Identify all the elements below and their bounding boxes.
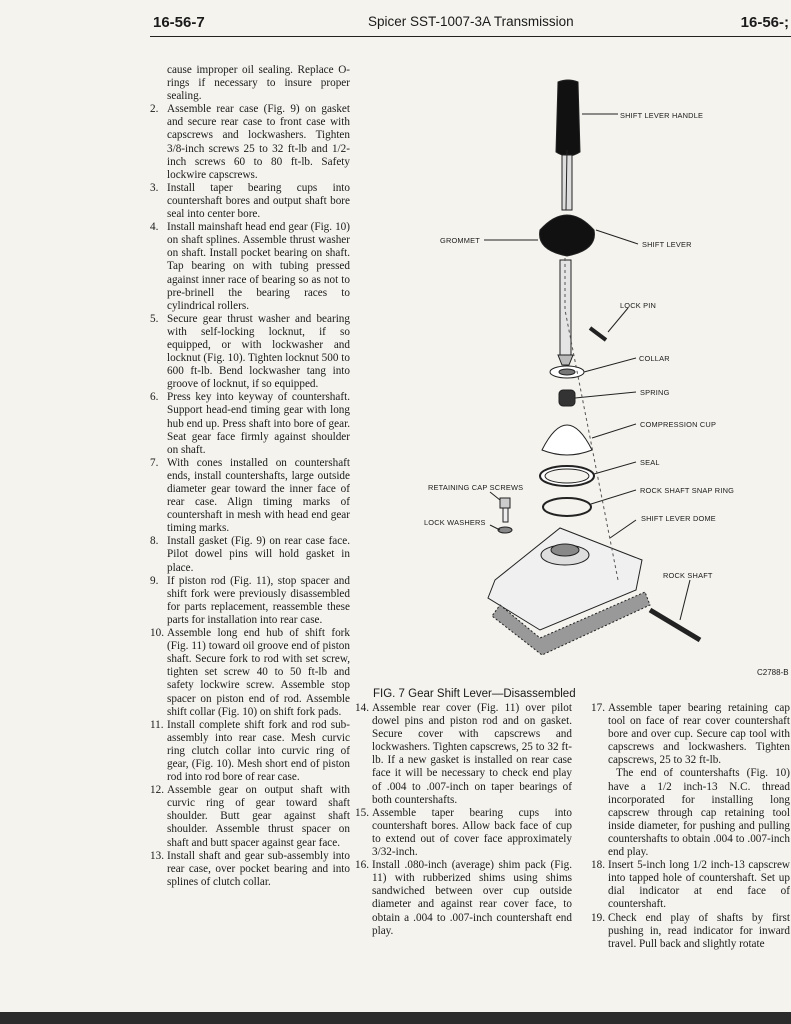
label-retaining-cap-screws: RETAINING CAP SCREWS	[428, 483, 524, 492]
step-number: 3.	[150, 181, 159, 194]
label-shift-lever-dome: SHIFT LEVER DOME	[641, 514, 716, 523]
step-item	[591, 912, 790, 951]
step-number: 18.	[591, 859, 605, 872]
step-text: Assemble rear case (Fig. 9) on gasket and secure rear case to front case with capscrews and lockwashers. Tighten 3/8-inch screws 25 to 32 ft-lb and 1/2-inch screws 60 to 80 ft-lb. Safety lockwire capscrews.	[167, 103, 350, 181]
lock-pin-part	[590, 328, 606, 340]
step-item	[150, 535, 350, 574]
step-item	[150, 221, 350, 313]
step-number: 5.	[150, 312, 159, 325]
step-text: Press key into keyway of countershaft. Support head-end timing gear with long hub end up. Press shaft into bore of gear. Seat gear face firmly against shoulder on shaft.	[167, 391, 350, 456]
step-text: With cones installed on countershaft ends, install countershafts, large outside diameter gear toward the inner face of rear case. Align timing marks of countershaft in mesh with head end gear timing marks.	[167, 456, 350, 535]
step-item	[150, 313, 350, 392]
step-number: 16.	[355, 859, 369, 872]
step-number: 10.	[150, 627, 164, 640]
step-item	[591, 767, 790, 859]
step-item	[150, 784, 350, 849]
retaining-capscrew-part	[500, 498, 510, 508]
step-text: Insert 5-inch long 1/2 inch-13 capscrew into tapped hole of countershaft. Set up dial indicator at end face of countershaft.	[608, 859, 790, 911]
step-item	[150, 457, 350, 536]
page-number-left: 16-56-7	[153, 14, 205, 31]
step-list	[591, 702, 790, 951]
step-number: 6.	[150, 391, 159, 404]
step-item	[355, 859, 572, 938]
spring-part	[559, 390, 575, 406]
step-text: Install mainshaft head end gear (Fig. 10) on shaft splines. Assemble thrust washer on shaft. Install pocket bearing on shaft. Tap bearing on with tubing pressed against inner race of bearing so as not to pre-brinell the bearing races to cylindrical rollers.	[167, 221, 350, 312]
compression-cup-part	[542, 425, 592, 455]
step-number: 9.	[150, 574, 159, 587]
label-lock-washers: LOCK WASHERS	[424, 518, 486, 527]
label-spring: SPRING	[640, 388, 670, 397]
step-number: 15.	[355, 806, 369, 819]
step-text: Assemble rear cover (Fig. 11) over pilot dowel pins and piston rod and on gasket. Secure cover with capscrews and lockwashers. Tighten capscrews, 25 to 32 ft-lb. If a new gasket is installed on rear case face it will be necessary to check end play of .004 to .007-inch on taper bearings of both countershafts.	[372, 702, 572, 806]
grommet-part	[540, 215, 595, 256]
step-text: Secure gear thrust washer and bearing with self-locking locknut, if so equipped, or with lockwasher and locknut (Fig. 10). Tighten locknut 500 to 600 ft-lb. Bend lockwasher tang into groove of locknut, if so equipped.	[167, 312, 350, 391]
step-text: Install .080-inch (average) shim pack (Fig. 11) with rubberized shims using shims sandwiched between over cup outside diameter and against rear cover face, to obtain a .004 to .007-inch countershaft end play.	[372, 859, 572, 937]
figure-code: C2788-B	[757, 668, 789, 677]
rock-shaft-part	[650, 610, 700, 640]
figure-caption: FIG. 7 Gear Shift Lever—Disassembled	[373, 688, 576, 700]
step-text: Install gasket (Fig. 9) on rear case face. Pilot dowel pins will hold gasket in place.	[167, 535, 350, 574]
lock-washer-part	[498, 527, 512, 533]
text-column-left	[150, 64, 350, 889]
step-number: 17.	[591, 702, 605, 714]
step-item	[150, 103, 350, 182]
step-list	[355, 702, 572, 938]
step-text: Assemble taper bearing cups into countershaft bores. Allow back face of cup to extend out of cover face approximately 3/32-inch.	[372, 806, 572, 859]
step-item	[591, 702, 790, 767]
step-number: 13.	[150, 849, 164, 862]
label-shift-lever-handle: SHIFT LEVER HANDLE	[620, 111, 704, 120]
step-number: 2.	[150, 103, 159, 116]
scan-edge-band	[0, 1012, 791, 1024]
step-text: Install shaft and gear sub-assembly into rear case, over pocket bearing and into splines of clutch collar.	[167, 849, 350, 888]
label-seal: SEAL	[640, 458, 660, 467]
running-title: Spicer SST-1007-3A Transmission	[368, 14, 574, 29]
page-number-right: 16-56-;	[740, 14, 789, 31]
step-text: Install complete shift fork and rod sub-assembly into rear case. Mesh curvic ring clutch collar into curvic ring of gear, (Fig. 10). Mesh short end of piston rod into rod bore of rear case.	[167, 718, 350, 784]
label-rock-shaft: ROCK SHAFT	[663, 571, 713, 580]
step-text: Assemble taper bearing retaining cap tool on face of rear cover countershaft bore and over cup. Secure cap tool with capscrews and lockwashers. Tighten capscrews, 25 to 32 ft-lb.	[608, 702, 790, 767]
label-shift-lever: SHIFT LEVER	[642, 240, 692, 249]
step-text: Assemble long end hub of shift fork (Fig. 11) toward oil groove end of piston shaft. Secure fork to rod with set screw, tighten set screw 40 to 50 ft-lb and safety lockwire screw. Assemble stop spacer on piston end of rod. Assemble shift collar (Fig. 10) on shift fork pads.	[167, 627, 350, 718]
step-item	[591, 859, 790, 911]
step-item	[355, 702, 572, 807]
step-item	[355, 807, 572, 859]
step-list	[150, 103, 350, 889]
continued-paragraph: cause improper oil sealing. Replace O-rings if necessary to insure proper sealing.	[167, 64, 350, 103]
step-number: 4.	[150, 221, 159, 234]
step-item	[150, 850, 350, 889]
step-item	[150, 627, 350, 719]
step-number: 8.	[150, 535, 159, 548]
step-text: The end of countershafts (Fig. 10) have a 1/2 inch-13 N.C. thread incorporated for installing long capscrew through cap retaining tool inside diameter, for pushing and pulling countershafts to obtain .004 to .007-inch end play.	[608, 767, 790, 859]
text-column-right	[591, 702, 790, 951]
step-text: Install taper bearing cups into countershaft bores and output shaft bore seal into center bore.	[167, 181, 350, 221]
text-column-middle	[355, 702, 572, 938]
step-text: Check end play of shafts by first pushing in, read indicator for inward travel. Pull back and slightly rotate	[608, 911, 790, 950]
label-compression-cup: COMPRESSION CUP	[640, 420, 717, 429]
label-grommet: GROMMET	[440, 236, 480, 245]
gear-shift-lever-diagram	[360, 60, 780, 685]
step-text: If piston rod (Fig. 11), stop spacer and shift fork were previously disassembled for parts replacement, reassemble these parts for installation into rear case.	[167, 574, 350, 626]
label-rock-shaft-snap-ring: ROCK SHAFT SNAP RING	[640, 486, 735, 495]
step-item	[150, 719, 350, 784]
step-item	[150, 575, 350, 627]
step-number: 11.	[150, 718, 164, 731]
step-number: 14.	[355, 702, 369, 714]
step-text: Assemble gear on output shaft with curvic ring of gear toward shaft shoulder. Butt gear against shaft shoulder. Assemble thrust spacer on shaft and butt spacer against gear face.	[167, 784, 350, 849]
step-number: 19.	[591, 911, 605, 924]
shift-lever-handle-part	[556, 80, 580, 156]
step-number: 7.	[150, 456, 159, 469]
header-rule	[150, 36, 791, 37]
step-number: 12.	[150, 784, 164, 797]
label-lock-pin: LOCK PIN	[620, 301, 657, 310]
step-item	[150, 182, 350, 221]
label-collar: COLLAR	[639, 354, 670, 363]
snap-ring-part	[543, 498, 591, 516]
step-item	[150, 391, 350, 456]
